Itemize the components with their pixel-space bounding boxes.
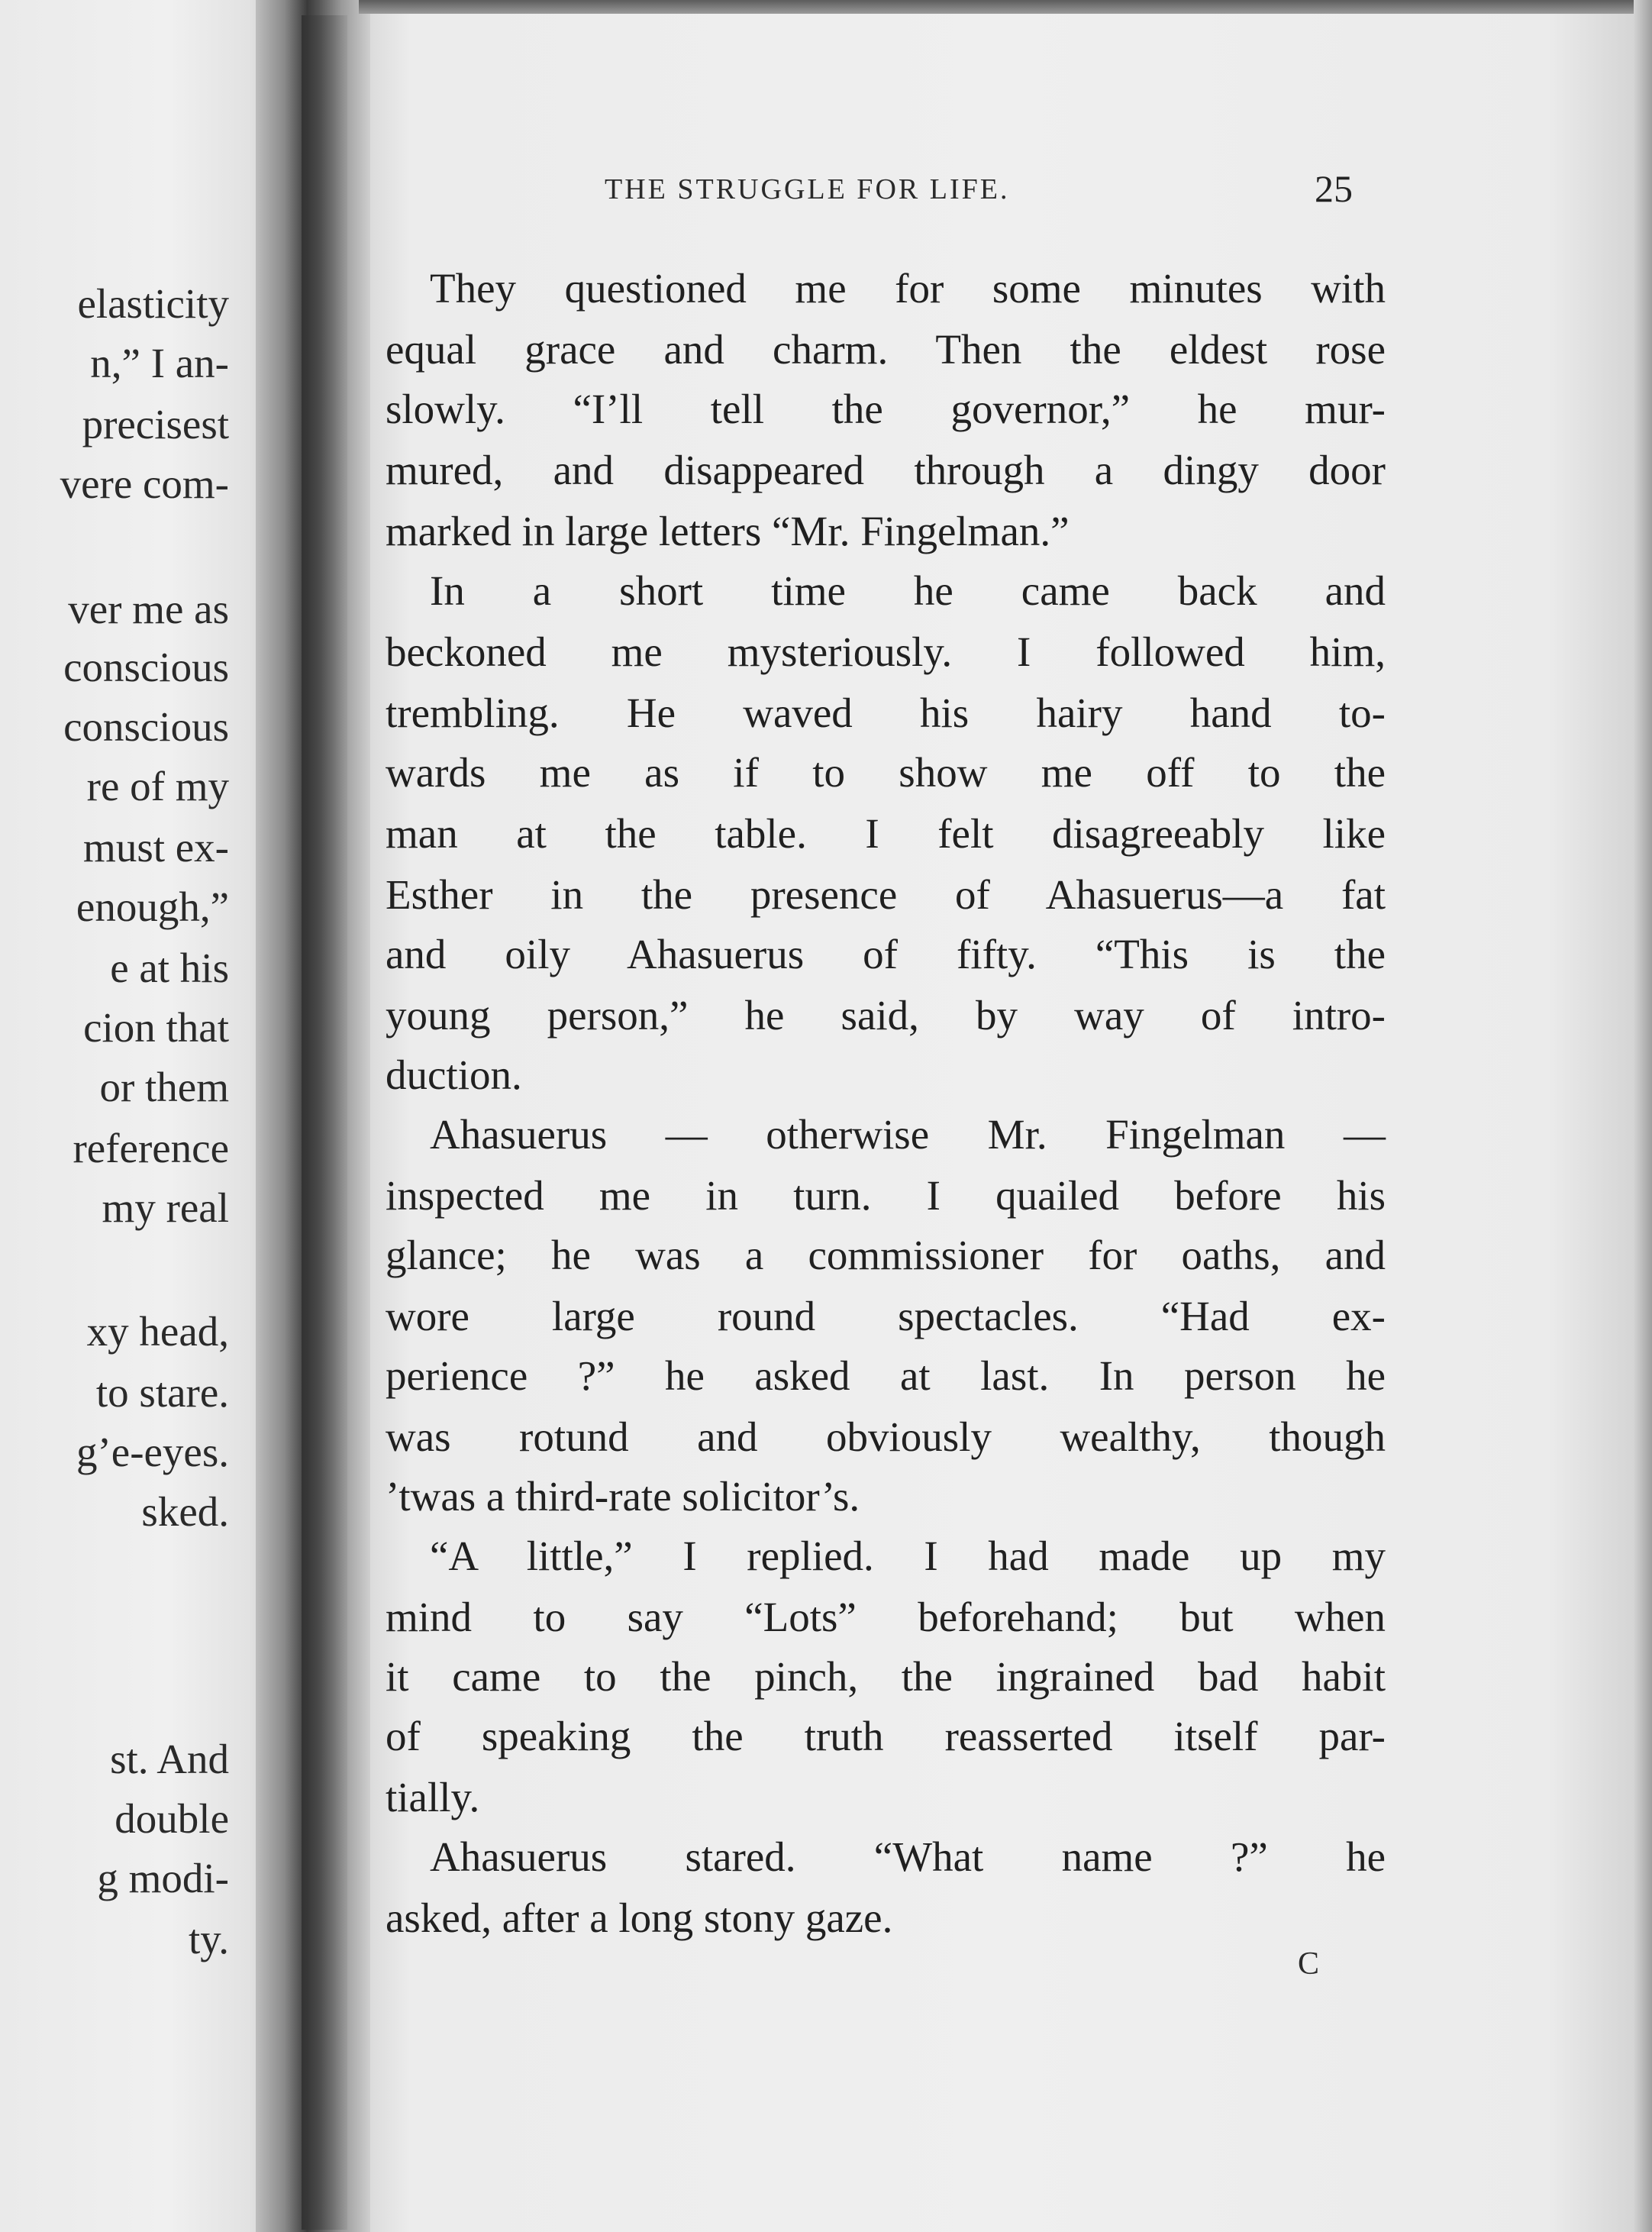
left-page-line: g’e-eyes. — [76, 1429, 229, 1475]
text-line: duction. — [386, 1051, 522, 1098]
text-line: marked in large letters “Mr. Fingelman.” — [386, 508, 1070, 554]
left-page-line: vere com- — [60, 460, 229, 507]
text-line: young person,” he said, by way of intro- — [386, 992, 1386, 1038]
left-page-line: ver me as — [68, 586, 229, 632]
text-line: tially. — [386, 1774, 480, 1820]
left-page-line: must ex- — [83, 824, 229, 871]
signature-mark: C — [1298, 1946, 1320, 1982]
text-line: and oily Ahasuerus of fifty. “This is the — [386, 931, 1386, 977]
left-page-line: xy head, — [86, 1308, 229, 1355]
right-edge-shadow — [1634, 0, 1652, 2232]
left-page-line: n,” I an- — [90, 340, 229, 386]
text-line: Ahasuerus stared. “What name ?” he — [430, 1833, 1386, 1880]
text-line: wore large round spectacles. “Had ex- — [386, 1293, 1386, 1339]
left-page-line: elasticity — [77, 280, 229, 327]
text-line: In a short time he came back and — [430, 567, 1386, 614]
text-line: man at the table. I felt disagreeably like — [386, 810, 1386, 857]
text-line: inspected me in turn. I quailed before his — [386, 1172, 1386, 1219]
text-line: beckoned me mysteriously. I followed him, — [386, 628, 1386, 675]
left-page-line: ty. — [189, 1916, 229, 1962]
left-page-line: conscious — [63, 703, 229, 750]
gutter-binding — [302, 15, 347, 2230]
text-line: it came to the pinch, the ingrained bad habit — [386, 1653, 1386, 1700]
left-page-line: precisest — [82, 401, 229, 447]
text-line: glance; he was a commissioner for oaths, and — [386, 1232, 1386, 1278]
left-page-line: re of my — [86, 763, 229, 809]
text-line: Ahasuerus — otherwise Mr. Fingelman — — [430, 1111, 1386, 1158]
text-line: perience ?” he asked at last. In person he — [386, 1352, 1386, 1399]
text-line: equal grace and charm. Then the eldest rose — [386, 326, 1386, 373]
text-line: trembling. He waved his hairy hand to- — [386, 690, 1386, 736]
text-line: of speaking the truth reasserted itself par- — [386, 1713, 1386, 1759]
left-page-line: sked. — [141, 1488, 229, 1535]
text-line: Esther in the presence of Ahasuerus—a fat — [386, 871, 1386, 918]
text-line: mured, and disappeared through a dingy door — [386, 447, 1386, 493]
text-line: asked, after a long stony gaze. — [386, 1894, 893, 1941]
text-line: slowly. “I’ll tell the governor,” he mur- — [386, 386, 1386, 432]
left-page-line: or them — [99, 1064, 229, 1110]
left-page-line: st. And — [110, 1736, 229, 1782]
left-page-line: double — [115, 1795, 229, 1842]
left-page-line: my real — [102, 1184, 229, 1231]
text-line: mind to say “Lots” beforehand; but when — [386, 1594, 1386, 1640]
left-page-line: g modi- — [97, 1855, 229, 1901]
page-body-text — [386, 0, 1386, 2232]
text-line: wards me as if to show me off to the — [386, 749, 1386, 796]
left-page-line: enough,” — [76, 883, 229, 930]
text-line: was rotund and obviously wealthy, though — [386, 1413, 1386, 1460]
left-page-line: to stare. — [95, 1369, 229, 1416]
running-head: THE STRUGGLE FOR LIFE. — [605, 173, 1010, 205]
left-page-line: conscious — [63, 644, 229, 690]
text-line: They questioned me for some minutes with — [430, 265, 1386, 312]
left-page-line: e at his — [110, 945, 229, 991]
left-page-text — [0, 0, 229, 2232]
page-number: 25 — [1315, 167, 1353, 210]
text-line: ’twas a third-rate solicitor’s. — [386, 1473, 860, 1520]
text-line: “A little,” I replied. I had made up my — [430, 1533, 1386, 1579]
left-page-line: reference — [73, 1125, 229, 1171]
left-page-line: cion that — [83, 1004, 229, 1051]
